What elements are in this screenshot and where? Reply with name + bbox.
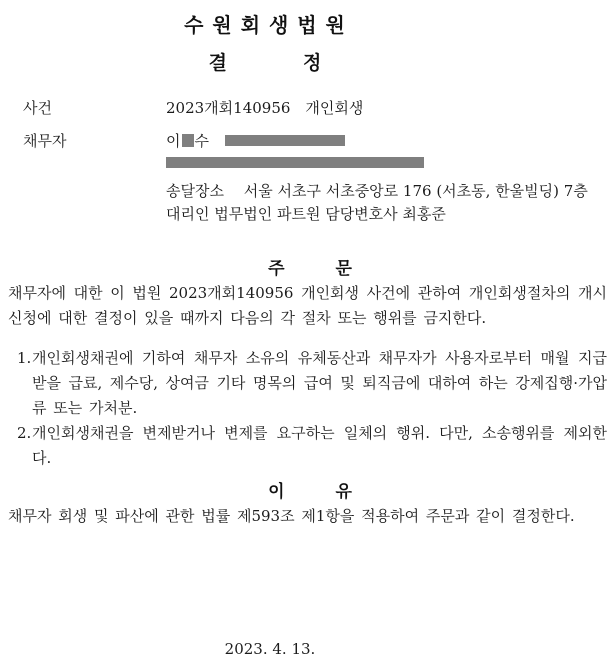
reason-paragraph: 채무자 회생 및 파산에 관한 법률 제593조 제1항을 적용하여 주문과 같이 결정한다. [8, 507, 575, 525]
order-item-1-text: 개인회생채권에 기하여 채무자 소유의 유체동산과 채무자가 사용자로부터 매월 지급받을 급료, 제수당, 상여금 기타 명목의 급여 및 퇴직금에 대하여 하는 강제집행·가압류 또는 가처분. [32, 349, 607, 417]
reason-heading: 이 유 [268, 482, 352, 502]
order-item-1 [8, 346, 607, 421]
case-number-value: 2023개회140956 개인회생 [166, 99, 364, 117]
order-item-list [8, 346, 607, 471]
redaction-bar-long [166, 157, 424, 168]
order-heading: 주 문 [268, 259, 352, 279]
court-name: 수 원 회 생 법 원 [184, 13, 346, 37]
order-item-2-number: 2. [17, 424, 32, 442]
redaction-bar-short [225, 135, 345, 146]
order-item-1-number: 1. [17, 349, 32, 367]
service-address: 송달장소 서울 서초구 서초중앙로 176 (서초동, 한울빌딩) 7층 [166, 182, 588, 200]
debtor-label: 채무자 [23, 132, 67, 150]
debtor-name [166, 130, 345, 151]
order-item-2-text: 개인회생채권을 변제받거나 변제를 요구하는 일체의 행위. 다만, 소송행위를 제외한다. [32, 424, 607, 467]
order-intro-paragraph: 채무자에 대한 이 법원 2023개회140956 개인회생 사건에 관하여 개인회생절차의 개시 신청에 대한 결정이 있을 때까지 다음의 각 절차 또는 행위를 금지한다. [8, 284, 607, 327]
debtor-name-first: 이 [166, 132, 181, 150]
document-title: 결 정 [208, 52, 322, 74]
order-item-2 [8, 421, 607, 471]
debtor-name-last: 수 [194, 132, 209, 150]
attorney-line: 대리인 법무법인 파트원 담당변호사 최홍준 [166, 205, 446, 223]
case-label: 사건 [23, 99, 52, 117]
redaction-box-name-char [182, 134, 194, 147]
decision-date: 2023. 4. 13. [224, 640, 316, 658]
